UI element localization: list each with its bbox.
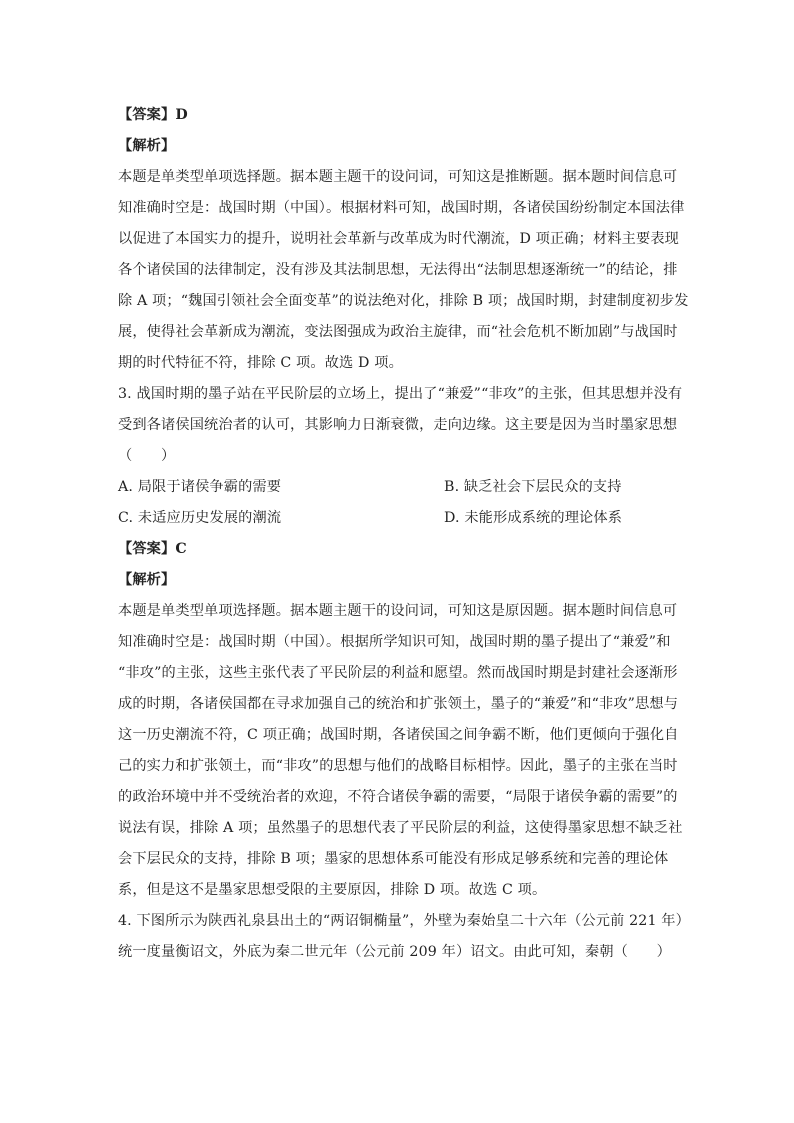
q3-option-d: D. 未能形成系统的理论体系 [444, 510, 623, 526]
document-page [118, 100, 690, 968]
q2-analysis-line: 以促进了本国实力的提升，说明社会革新与改革成为时代潮流，D 项正确；材料主要表现 [118, 231, 680, 247]
q3-option-b: B. 缺乏社会下层民众的支持 [444, 479, 622, 495]
q3-analysis-line: 的政治环境中并不受统治者的欢迎，不符合诸侯争霸的需要，“局限于诸侯争霸的需要”的 [118, 789, 678, 805]
question-3 [118, 379, 683, 906]
q3-analysis-line: 知准确时空是：战国时期（中国）。根据所学知识可知，战国时期的墨子提出了“兼爱”和 [118, 634, 671, 650]
q3-analysis-line: 说法有误，排除 A 项；虽然墨子的思想代表了平民阶层的利益，这使得墨家思想不缺乏社 [118, 820, 683, 836]
q3-analysis-title: 【解析】 [118, 572, 176, 588]
q2-analysis-line: 除 A 项；“魏国引领社会全面变革”的说法绝对化，排除 B 项；战国时期，封建制度初步发 [118, 293, 689, 309]
q3-analysis-line: 会下层民众的支持，排除 B 项；墨家的思想体系可能没有形成足够系统和完善的理论体 [118, 851, 669, 867]
q2-analysis-title: 【解析】 [118, 138, 176, 154]
q3-stem-line: 3. 战国时期的墨子站在平民阶层的立场上，提出了“兼爱”“非攻”的主张，但其思想并没有 [118, 386, 683, 402]
q3-analysis-line: “非攻”的主张，这些主张代表了平民阶层的利益和愿望。然而战国时期是封建社会逐渐形 [118, 665, 678, 681]
question-2-solution [118, 100, 689, 379]
q3-analysis-line: 己的实力和扩张领土，而“非攻”的思想与他们的战略目标相悖。因此，墨子的主张在当时 [118, 758, 678, 774]
question-4 [118, 906, 690, 968]
q3-option-a: A. 局限于诸侯争霸的需要 [118, 479, 282, 495]
q3-analysis-line: 成的时期，各诸侯国都在寻求加强自己的统治和扩张领土，墨子的“兼爱”和“非攻”思想与 [118, 696, 679, 712]
q2-analysis-line: 展，使得社会革新成为潮流，变法图强成为政治主旋律，而“社会危机不断加剧”与战国时 [118, 324, 678, 340]
q2-analysis-line: 各个诸侯国的法律制定，没有涉及其法制思想，无法得出“法制思想逐渐统一”的结论，排 [118, 262, 678, 278]
q3-options-row-2 [118, 503, 678, 534]
q3-options-row-1 [118, 472, 678, 503]
q4-stem-line: 统一度量衡诏文，外底为秦二世元年（公元前 209 年）诏文。由此可知，秦朝（ ） [118, 944, 672, 960]
q3-answer: 【答案】C [118, 541, 187, 557]
q4-stem-line: 4. 下图所示为陕西礼泉县出土的“两诏铜椭量”，外壁为秦始皇二十六年（公元前 221 年） [118, 913, 690, 929]
q2-answer: 【答案】D [118, 107, 188, 123]
q2-analysis-line: 期的时代特征不符，排除 C 项。故选 D 项。 [118, 355, 403, 371]
q2-analysis-line: 本题是单类型单项选择题。据本题主题干的设问词，可知这是推断题。据本题时间信息可 [118, 169, 678, 185]
q3-option-c: C. 未适应历史发展的潮流 [118, 510, 282, 526]
q3-analysis-line: 这一历史潮流不符，C 项正确；战国时期，各诸侯国之间争霸不断，他们更倾向于强化自 [118, 727, 679, 743]
q2-analysis-line: 知准确时空是：战国时期（中国）。根据材料可知，战国时期，各诸侯国纷纷制定本国法律 [118, 200, 685, 216]
q3-analysis-line: 本题是单类型单项选择题。据本题主题干的设问词，可知这是原因题。据本题时间信息可 [118, 603, 678, 619]
q3-analysis-line: 系，但是这不是墨家思想受限的主要原因，排除 D 项。故选 C 项。 [118, 882, 547, 898]
q3-stem-line: 受到各诸侯国统治者的认可，其影响力日渐衰微，走向边缘。这主要是因为当时墨家思想 [118, 417, 678, 433]
q3-stem-line: （ ） [118, 448, 176, 464]
